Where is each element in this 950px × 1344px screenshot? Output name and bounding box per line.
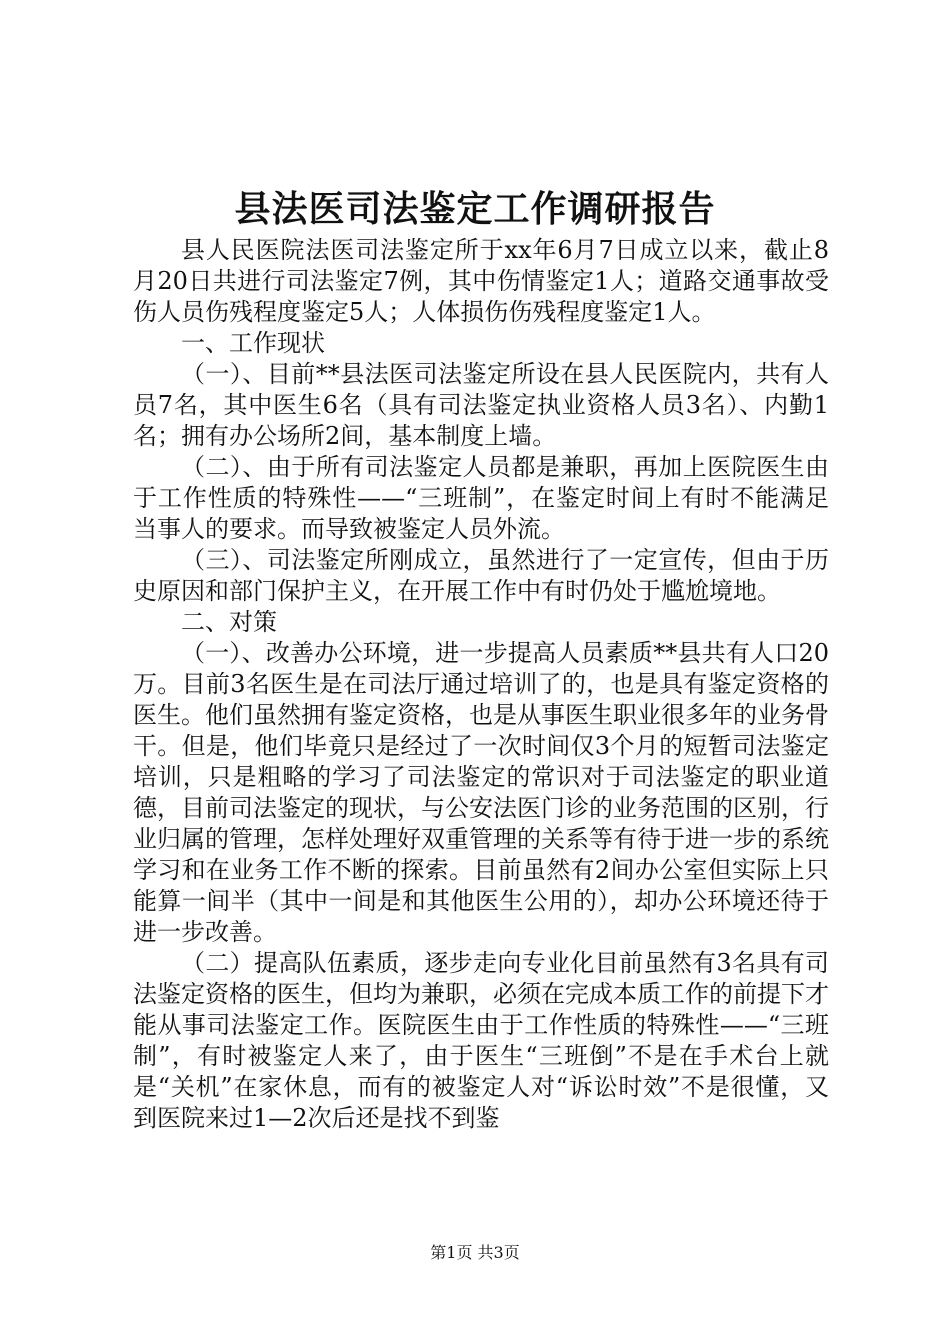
document-title: 县法医司法鉴定工作调研报告: [234, 188, 716, 230]
document-body: [133, 235, 829, 1134]
intro-paragraph: 县人民医院法医司法鉴定所于xx年6月7日成立以来，截止8月20日共进行司法鉴定7例，其中伤情鉴定1人；道路交通事故受伤人员伤残程度鉴定5人；人体损伤伤残程度鉴定1人。: [133, 236, 829, 326]
status-item-2: （二）、由于所有司法鉴定人员都是兼职，再加上医院医生由于工作性质的特殊性——“三班制”，在鉴定时间上有时不能满足当事人的要求。而导致被鉴定人员外流。: [133, 453, 829, 543]
section-heading-status: 一、工作现状: [181, 329, 325, 357]
measure-item-1: （一）、改善办公环境，进一步提高人员素质**县共有人口20万。目前3名医生是在司法厅通过培训了的，也是具有鉴定资格的医生。他们虽然拥有鉴定资格，也是从事医生职业很多年的业务骨干。但是，他们毕竟只是经过了一次时间仅3个月的短暂司法鉴定培训，只是粗略的学习了司法鉴定的常识对于司法鉴定的职业道德，目前司法鉴定的现状，与公安法医门诊的业务范围的区别，行业归属的管理，怎样处理好双重管理的关系等有待于进一步的系统学习和在业务工作不断的探索。目前虽然有2间办公室但实际上只能算一间半（其中一间是和其他医生公用的），却办公环境还待于进一步改善。: [133, 639, 829, 946]
status-item-3: （三）、司法鉴定所刚成立，虽然进行了一定宣传，但由于历史原因和部门保护主义，在开展工作中有时仍处于尴尬境地。: [133, 546, 829, 605]
page-footer: 第1页 共3页: [430, 1243, 520, 1262]
measure-item-2: （二）提高队伍素质，逐步走向专业化目前虽然有3名具有司法鉴定资格的医生，但均为兼职，必须在完成本质工作的前提下才能从事司法鉴定工作。医院医生由于工作性质的特殊性——“三班制”，有时被鉴定人来了，由于医生“三班倒”不是在手术台上就是“关机”在家休息，而有的被鉴定人对“诉讼时效”不是很懂，又到医院来过1—2次后还是找不到鉴: [133, 949, 829, 1132]
status-item-1: （一）、目前**县法医司法鉴定所设在县人民医院内，共有人员7名，其中医生6名（具有司法鉴定执业资格人员3名）、内勤1名；拥有办公场所2间，基本制度上墙。: [133, 360, 829, 450]
section-heading-measures: 二、对策: [181, 608, 277, 636]
